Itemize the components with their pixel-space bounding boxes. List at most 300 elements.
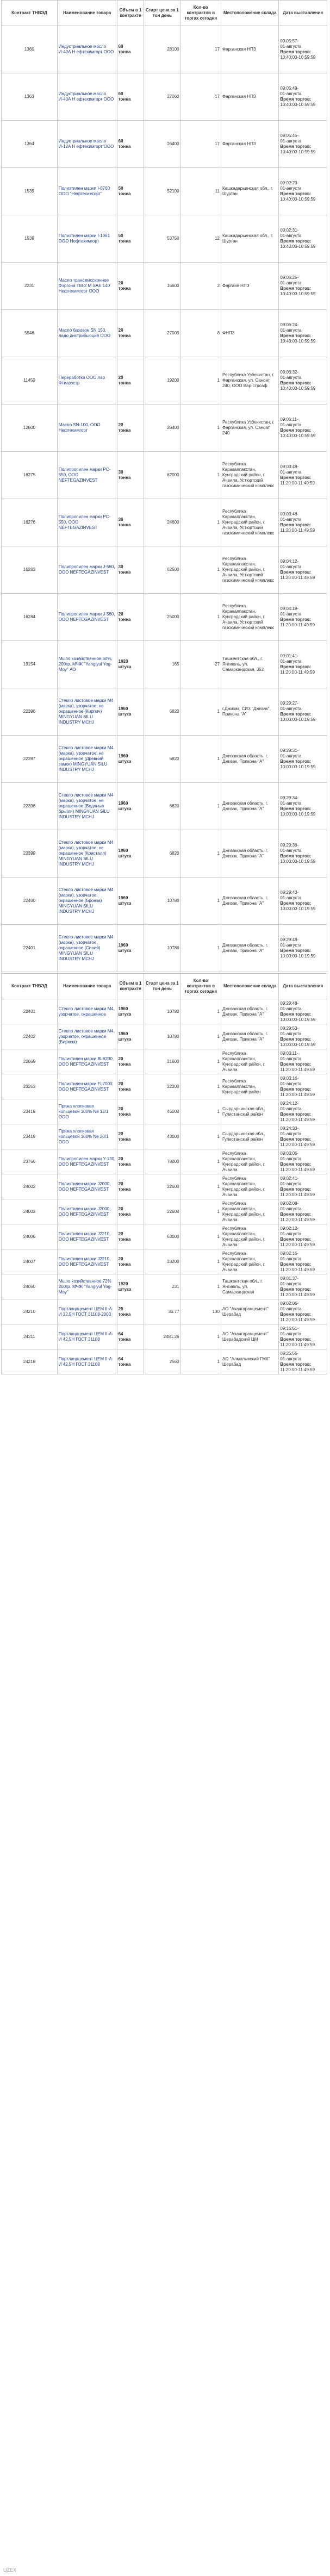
start-price-cell: 36.77 bbox=[144, 1299, 180, 1324]
warehouse-location-cell: Кашкадарьинская обл., г. Шуртан bbox=[221, 168, 279, 215]
volume-unit: тонна bbox=[118, 1161, 131, 1167]
contract-count-cell: 1 bbox=[180, 1099, 221, 1124]
listing-day: 01-августа bbox=[280, 659, 302, 664]
start-price-cell: 22600 bbox=[144, 1199, 180, 1224]
volume-cell bbox=[117, 1324, 144, 1349]
contract-count-cell: 1 bbox=[180, 1324, 221, 1349]
volume-cell bbox=[117, 1124, 144, 1149]
volume-cell bbox=[117, 546, 144, 594]
listing-time: 09:06:24- bbox=[280, 322, 299, 327]
listing-time: 09:03:48- bbox=[280, 512, 299, 517]
table-row bbox=[2, 1299, 327, 1324]
start-price-cell: 10780 bbox=[144, 878, 180, 925]
volume-value: 20 bbox=[118, 1206, 123, 1211]
volume-value: 1960 bbox=[118, 754, 128, 758]
volume-value: 25 bbox=[118, 1306, 123, 1311]
listing-day: 01-августа bbox=[280, 943, 302, 948]
start-price-cell: 6820 bbox=[144, 783, 180, 830]
product-name-cell[interactable]: Полипропилен марки J-560, ООО NEFTEGAZINVEST bbox=[57, 594, 117, 641]
volume-cell bbox=[117, 452, 144, 499]
listing-date-cell bbox=[279, 357, 327, 405]
trading-time-range: 10:00:00-10:19:59 bbox=[280, 717, 316, 722]
product-name-cell[interactable]: Стекло листовое марки М4 (марка), узорчатое, не окрашенное (Водяные брызги) MINGYUAN SILU INDUSTRY MCHJ bbox=[57, 783, 117, 830]
product-name-cell[interactable]: Масло базовое SN 150, ладо дистрибьюция ООО bbox=[57, 310, 117, 357]
start-price-cell: 27000 bbox=[144, 310, 180, 357]
listing-day: 01-августа bbox=[280, 375, 302, 380]
volume-unit: тонна bbox=[118, 1186, 131, 1192]
contract-count-cell: 17 bbox=[180, 121, 221, 168]
product-name-cell[interactable]: Портландцемент ЦЕМ II-А-И 42,5Н ГОСТ 31108 bbox=[57, 1349, 117, 1374]
volume-cell bbox=[117, 688, 144, 736]
contract-count-cell: 1 bbox=[180, 1074, 221, 1099]
contract-count-cell: 17 bbox=[180, 26, 221, 73]
contract-count-cell: 1 bbox=[180, 1274, 221, 1299]
volume-value: 1960 bbox=[118, 848, 128, 853]
product-name-cell[interactable]: Мыло хозяйственное 72% 200гр. МЧЖ "Yangiyul Yog-Moy" bbox=[57, 1274, 117, 1299]
volume-unit: штука bbox=[118, 664, 132, 669]
start-price-cell: 46000 bbox=[144, 1099, 180, 1124]
volume-value: 30 bbox=[118, 517, 123, 522]
listing-time: 09:03:48- bbox=[280, 464, 299, 469]
trading-time-range: 10:00:00-10:19:59 bbox=[280, 764, 316, 769]
trading-time-label: Время торгов: bbox=[280, 428, 312, 433]
listing-time: 09:04:19- bbox=[280, 606, 299, 611]
start-price-cell: 231 bbox=[144, 1274, 180, 1299]
volume-value: 1960 bbox=[118, 1031, 128, 1036]
table-row bbox=[2, 1249, 327, 1274]
table-row bbox=[2, 1099, 327, 1124]
product-name-cell[interactable]: Полипропилен марки PC-550, ООО NEFTEGAZINVEST bbox=[57, 499, 117, 546]
column-header-contract: Контракт ТНВЭД bbox=[2, 1, 58, 26]
listing-time: 09:06:32- bbox=[280, 370, 299, 375]
listing-date-cell bbox=[279, 1099, 327, 1124]
volume-value: 1920 bbox=[118, 659, 128, 664]
listing-date-cell bbox=[279, 1349, 327, 1374]
volume-unit: тонна bbox=[118, 333, 131, 338]
product-name-cell[interactable]: Стекло листовое марки М4, узорчатое, окрашенное bbox=[57, 999, 117, 1024]
volume-cell bbox=[117, 263, 144, 310]
warehouse-location-cell: Джизакская область, г. Джизак, Прикона "А" bbox=[221, 878, 279, 925]
volume-unit: тонна bbox=[118, 97, 131, 102]
volume-cell bbox=[117, 736, 144, 783]
volume-value: 30 bbox=[118, 470, 123, 475]
product-name-cell[interactable]: Полиэтилен марки I-0760 ООО "Нефтехимгорт" bbox=[57, 168, 117, 215]
listing-day: 01-августа bbox=[280, 848, 302, 853]
product-name-cell[interactable]: Стекло листовое марки М4 (марка), узорчатое, не окрашенное (Кирпич) MINGYUAN SILU INDUSTRY MCHJ bbox=[57, 688, 117, 736]
product-name-cell[interactable]: Полипропилен марки PC-550, ООО NEFTEGAZINVEST bbox=[57, 452, 117, 499]
contract-cell: 1363 bbox=[2, 73, 58, 121]
product-name-cell[interactable]: Полиэтилен марки BL6200, ООО NEFTEGAZINVEST bbox=[57, 1049, 117, 1074]
contract-cell: 16284 bbox=[2, 594, 58, 641]
volume-cell bbox=[117, 310, 144, 357]
table-row bbox=[2, 452, 327, 499]
volume-value: 60 bbox=[118, 91, 123, 96]
trading-time-label: Время торгов: bbox=[280, 664, 312, 669]
trading-time-range: 11:20:00-11:49:59 bbox=[280, 1292, 315, 1297]
listing-time: 09:29:48- bbox=[280, 1000, 299, 1006]
warehouse-location-cell: Сырдарьинская обл., Гулистанский район bbox=[221, 1124, 279, 1149]
trading-time-label: Время торгов: bbox=[280, 97, 312, 102]
volume-unit: тонна bbox=[118, 191, 131, 196]
volume-cell bbox=[117, 594, 144, 641]
table-row bbox=[2, 1074, 327, 1099]
header-row bbox=[2, 1, 327, 26]
contract-cell: 16283 bbox=[2, 546, 58, 594]
volume-cell bbox=[117, 405, 144, 452]
product-name-cell[interactable]: Портландцемент ЦЕМ II-А-И 32,5Н ГОСТ 31108-2003 bbox=[57, 1299, 117, 1324]
table-row bbox=[2, 26, 327, 73]
trading-time-range: 11:20:00-11:49:59 bbox=[280, 1317, 315, 1322]
product-name-cell[interactable]: Масло трансмиссионное Фэргона ТМ-2 М SAE 140 Нефтехимгорт ООО bbox=[57, 263, 117, 310]
column-header-count: Кол-во контрактов в торгах сегодня bbox=[180, 974, 221, 999]
start-price-cell: 62000 bbox=[144, 452, 180, 499]
product-name-cell[interactable]: Полиэтилен марки J2000, ООО NEFTEGAZINVEST bbox=[57, 1199, 117, 1224]
table-row bbox=[2, 546, 327, 594]
start-price-cell: 24600 bbox=[144, 499, 180, 546]
column-header-price: Старт цена за 1 тон день bbox=[144, 1, 180, 26]
start-price-cell: 19200 bbox=[144, 357, 180, 405]
contract-count-cell: 12 bbox=[180, 215, 221, 263]
volume-cell bbox=[117, 925, 144, 972]
listing-day: 01-августа bbox=[280, 281, 302, 285]
listing-day: 01-августа bbox=[280, 1181, 302, 1186]
volume-cell bbox=[117, 215, 144, 263]
volume-value: 1960 bbox=[118, 706, 128, 711]
volume-cell bbox=[117, 26, 144, 73]
volume-value: 1960 bbox=[118, 895, 128, 900]
table-row bbox=[2, 999, 327, 1024]
trading-time-range: 11:20:00-11:49:59 bbox=[280, 1367, 315, 1372]
product-name-cell[interactable]: Полипропилен марки J-560, ООО NEFTEGAZINVEST bbox=[57, 546, 117, 594]
table-row bbox=[2, 215, 327, 263]
product-name-cell[interactable]: Полиэтилен марки J2000, ООО NEFTEGAZINVEST bbox=[57, 1174, 117, 1199]
table-row bbox=[2, 925, 327, 972]
trading-time-range: 11:20:00-11:49:59 bbox=[280, 575, 315, 580]
product-name-cell[interactable]: Портландцемент ЦЕМ II-А-И 42,5Н ГОСТ 31108 bbox=[57, 1324, 117, 1349]
table-row bbox=[2, 310, 327, 357]
volume-value: 20 bbox=[118, 1231, 123, 1236]
warehouse-location-cell: Сырдарьинская обл., Гулистанский район bbox=[221, 1099, 279, 1124]
volume-unit: тонна bbox=[118, 49, 131, 54]
trading-time-label: Время торгов: bbox=[280, 522, 312, 527]
table-row bbox=[2, 499, 327, 546]
start-price-cell: 25000 bbox=[144, 594, 180, 641]
volume-unit: штука bbox=[118, 854, 132, 858]
table-row bbox=[2, 1149, 327, 1174]
warehouse-location-cell: Джизакская область, г. Джизак, Прикона "А" bbox=[221, 925, 279, 972]
warehouse-location-cell: Республика Каракалпакстан, Кунградский район bbox=[221, 1074, 279, 1099]
listing-time: 09:01:37- bbox=[280, 1275, 299, 1281]
volume-cell bbox=[117, 1349, 144, 1374]
trading-time-range: 10:00:00-10:19:59 bbox=[280, 1017, 316, 1022]
listing-date-cell bbox=[279, 999, 327, 1024]
product-name-cell[interactable]: Индустриальное масло И-40А Н ефтехимгорт ООО bbox=[57, 26, 117, 73]
warehouse-location-cell: г.Джизак, СИЗ "Джизак", Прикона "А" bbox=[221, 688, 279, 736]
trading-time-label: Время торгов: bbox=[280, 1311, 312, 1317]
volume-unit: тонна bbox=[118, 1211, 131, 1217]
listing-day: 01-августа bbox=[280, 1231, 302, 1236]
table-row bbox=[2, 1349, 327, 1374]
start-price-cell: 62500 bbox=[144, 546, 180, 594]
start-price-cell: 22200 bbox=[144, 1074, 180, 1099]
volume-cell bbox=[117, 1099, 144, 1124]
listing-day: 01-августа bbox=[280, 422, 302, 427]
product-name-cell[interactable]: Полиэтилен марки J2210, ООО NEFTEGAZINVEST bbox=[57, 1249, 117, 1274]
trading-time-range: 11:20:00-11:49:59 bbox=[280, 1092, 315, 1097]
contract-cell: 24060 bbox=[2, 1274, 58, 1299]
listing-day: 01-августа bbox=[280, 801, 302, 806]
warehouse-location-cell: Республика Узбекистан, г. Фарганская, ул. Саноат 240 bbox=[221, 405, 279, 452]
contract-cell: 22399 bbox=[2, 830, 58, 878]
contract-count-cell: 1 bbox=[180, 405, 221, 452]
trading-time-label: Время торгов: bbox=[280, 144, 312, 149]
product-name-cell[interactable]: Полиэтилен марки FL7000, ООО NEFTEGAZINVEST bbox=[57, 1074, 117, 1099]
volume-unit: тонна bbox=[118, 570, 131, 575]
listing-date-cell bbox=[279, 1124, 327, 1149]
trading-time-label: Время торгов: bbox=[280, 712, 312, 717]
warehouse-location-cell: АО "Алмалыкский ГМК" Шерабад bbox=[221, 1349, 279, 1374]
table-row bbox=[2, 121, 327, 168]
trading-time-range: 11:20:00-11:49:59 bbox=[280, 1217, 315, 1222]
contract-count-cell: 1 bbox=[180, 830, 221, 878]
contract-cell: 22400 bbox=[2, 878, 58, 925]
product-name-cell[interactable]: Индустриальное масло И-40А Н ефтехимгорт ООО bbox=[57, 73, 117, 121]
contract-cell: 24002 bbox=[2, 1174, 58, 1199]
volume-unit: тонна bbox=[118, 1236, 131, 1242]
volume-cell bbox=[117, 830, 144, 878]
warehouse-location-cell: Республика Каракалпакстан, Кунградский район, г. Ачаила bbox=[221, 1249, 279, 1274]
trading-time-label: Время торгов: bbox=[280, 901, 312, 906]
volume-value: 60 bbox=[118, 139, 123, 144]
product-name-cell[interactable]: Полиэтилен марки J2210, ООО NEFTEGAZINVEST bbox=[57, 1224, 117, 1249]
listing-day: 01-августа bbox=[280, 1256, 302, 1261]
contract-cell: 2231 bbox=[2, 263, 58, 310]
contract-cell: 23263 bbox=[2, 1074, 58, 1099]
trading-time-label: Время торгов: bbox=[280, 1211, 312, 1217]
contract-count-cell: 1 bbox=[180, 783, 221, 830]
trading-time-label: Время торгов: bbox=[280, 239, 312, 244]
volume-unit: штука bbox=[118, 901, 132, 906]
trading-time-label: Время торгов: bbox=[280, 570, 312, 575]
listing-time: 09:04:12- bbox=[280, 559, 299, 564]
volume-value: 20 bbox=[118, 281, 123, 285]
warehouse-location-cell: АО "Ахангаранцемент" Шерабад bbox=[221, 1299, 279, 1324]
contract-cell: 16276 bbox=[2, 499, 58, 546]
listing-day: 01-августа bbox=[280, 1281, 302, 1286]
trading-time-range: 11:20:00-11:49:59 bbox=[280, 1267, 315, 1272]
trading-time-label: Время торгов: bbox=[280, 1136, 312, 1142]
volume-value: 1960 bbox=[118, 1006, 128, 1011]
contract-cell: 24006 bbox=[2, 1224, 58, 1249]
column-header-count: Кол-во контрактов в торгах сегодня bbox=[180, 1, 221, 26]
volume-value: 20 bbox=[118, 422, 123, 427]
listing-time: 09:16:51- bbox=[280, 1326, 299, 1331]
listing-time: 09:03:16- bbox=[280, 1075, 299, 1081]
volume-unit: тонна bbox=[118, 1111, 131, 1117]
volume-cell bbox=[117, 1224, 144, 1249]
volume-unit: тонна bbox=[118, 1336, 131, 1342]
product-name-cell[interactable]: Пряжа хлопковая кольцевой 100% Ne 20/1 ООО bbox=[57, 1124, 117, 1149]
start-price-cell: 26400 bbox=[144, 405, 180, 452]
listing-time: 09:02:08- bbox=[280, 1200, 299, 1206]
start-price-cell: 28100 bbox=[144, 26, 180, 73]
contract-cell: 1364 bbox=[2, 121, 58, 168]
contract-cell: 1360 bbox=[2, 26, 58, 73]
listing-time: 09:03:11- bbox=[280, 1050, 298, 1056]
listing-day: 01-августа bbox=[280, 186, 302, 191]
contract-cell: 24210 bbox=[2, 1299, 58, 1324]
contract-cell: 22401 bbox=[2, 999, 58, 1024]
volume-value: 20 bbox=[118, 1256, 123, 1261]
volume-unit: тонна bbox=[118, 475, 131, 480]
volume-unit: тонна bbox=[118, 1136, 131, 1142]
listing-time: 09:02:31- bbox=[280, 228, 299, 233]
start-price-cell: 10780 bbox=[144, 999, 180, 1024]
table-row bbox=[2, 878, 327, 925]
contract-cell: 22669 bbox=[2, 1049, 58, 1074]
volume-cell bbox=[117, 357, 144, 405]
table-row bbox=[2, 73, 327, 121]
product-name-cell[interactable]: Стекло листовое марки М4 (марка), узорчатое, не окрашенное (Кристалл) MINGYUAN SILU INDUSTRY MCHJ bbox=[57, 830, 117, 878]
warehouse-location-cell: Республика Каракалпакстан, Кунградский район, г. Ачаила, Устюртский газохимический комплекс bbox=[221, 499, 279, 546]
volume-value: 60 bbox=[118, 44, 123, 49]
listing-day: 01-августа bbox=[280, 1031, 302, 1036]
trading-time-label: Время торгов: bbox=[280, 1011, 312, 1017]
listing-day: 01-августа bbox=[280, 895, 302, 900]
product-name-cell[interactable]: Полиэтилен марки I-1061 ООО Нефтехимгорт bbox=[57, 215, 117, 263]
warehouse-location-cell: АО "Ахангаранцемент" Шерабадский ЦМ bbox=[221, 1324, 279, 1349]
listing-time: 09:02:23- bbox=[280, 181, 299, 185]
listing-time: 09:05:49- bbox=[280, 86, 299, 91]
start-price-cell: 52100 bbox=[144, 168, 180, 215]
table-row bbox=[2, 1324, 327, 1349]
trading-time-label: Время торгов: bbox=[280, 49, 312, 54]
start-price-cell: 43000 bbox=[144, 1124, 180, 1149]
product-name-cell[interactable]: Масло SN-100, ООО Нефтехимгорт bbox=[57, 405, 117, 452]
table-row bbox=[2, 1124, 327, 1149]
warehouse-location-cell: Республика Каракалпакстан, Кунградский район, г. Ачаила, Устюртский газохимический комплекс bbox=[221, 452, 279, 499]
listing-time: 09:29:53- bbox=[280, 1025, 299, 1031]
product-name-cell[interactable]: Мыло хозяйственное 60%, 200гр. МЧЖ "Yangiyul Yog-Moy" АО bbox=[57, 641, 117, 688]
volume-cell bbox=[117, 1249, 144, 1274]
listing-table bbox=[1, 0, 327, 972]
trading-time-range: 11:20:00-11:49:59 bbox=[280, 1192, 315, 1197]
table-row bbox=[2, 1174, 327, 1199]
column-header-price: Старт цена за 1 тон день bbox=[144, 974, 180, 999]
table-row bbox=[2, 641, 327, 688]
table-row bbox=[2, 168, 327, 215]
listing-date-cell bbox=[279, 1324, 327, 1349]
volume-unit: штука bbox=[118, 759, 132, 764]
trading-time-label: Время торгов: bbox=[280, 854, 312, 858]
volume-value: 30 bbox=[118, 564, 123, 569]
contract-count-cell: 1 bbox=[180, 1049, 221, 1074]
trading-time-range: 11:20:00-11:49:59 bbox=[280, 1142, 315, 1147]
warehouse-location-cell: Кашкадарьинская обл., г. Шуртан bbox=[221, 215, 279, 263]
product-name-cell[interactable]: Стекло листовое марки М4 (марка), узорчатое, окрашенное (Бронза) MINGYUAN SILU INDUSTRY MCHJ bbox=[57, 878, 117, 925]
contract-cell: 5546 bbox=[2, 310, 58, 357]
listing-day: 01-августа bbox=[280, 1356, 302, 1361]
product-name-cell[interactable]: Стекло листовое марки М4 (марка), узорчатое, не окрашенное (Древний замок) MINGYUAN SILU INDUSTRY MCHJ bbox=[57, 736, 117, 783]
trading-time-label: Время торгов: bbox=[280, 1261, 312, 1267]
table-row bbox=[2, 405, 327, 452]
column-header-name: Наименование товара bbox=[57, 1, 117, 26]
trading-time-range: 11:20:00-11:49:59 bbox=[280, 1342, 315, 1347]
listing-time: 09:29:43- bbox=[280, 890, 299, 895]
listing-date-cell bbox=[279, 878, 327, 925]
volume-unit: тонна bbox=[118, 428, 131, 433]
product-name-cell[interactable]: Индустриальное масло И-12А Н ефтехимгорт ООО bbox=[57, 121, 117, 168]
listing-date-cell bbox=[279, 546, 327, 594]
trading-time-range: 11:20:00-11:49:59 bbox=[280, 1117, 315, 1122]
volume-value: 20 bbox=[118, 612, 123, 617]
start-price-cell: 2481.26 bbox=[144, 1324, 180, 1349]
contract-count-cell: 1 bbox=[180, 999, 221, 1024]
product-name-cell[interactable]: Стекло листовое марки М4 (марка), узорчатое, окрашенное (Синий) MINGYUAN SILU INDUSTRY MCHJ bbox=[57, 925, 117, 972]
volume-unit: штука bbox=[118, 1286, 132, 1292]
volume-unit: тонна bbox=[118, 239, 131, 244]
start-price-cell: 6820 bbox=[144, 736, 180, 783]
trading-time-label: Время торгов: bbox=[280, 1061, 312, 1067]
contract-cell: 16275 bbox=[2, 452, 58, 499]
contract-count-cell: 1 bbox=[180, 594, 221, 641]
volume-cell bbox=[117, 499, 144, 546]
volume-unit: тонна bbox=[118, 617, 131, 622]
warehouse-location-cell: Ташкентская обл., г. Янгиюль, ул. Самаркандская, 352 bbox=[221, 641, 279, 688]
listing-day: 01-августа bbox=[280, 328, 302, 333]
volume-unit: тонна bbox=[118, 144, 131, 149]
column-header-place: Местоположение склада bbox=[221, 974, 279, 999]
listing-date-cell bbox=[279, 736, 327, 783]
volume-value: 20 bbox=[118, 1131, 123, 1136]
contract-count-cell: 1 bbox=[180, 357, 221, 405]
contract-count-cell: 1 bbox=[180, 1249, 221, 1274]
warehouse-location-cell: Джизакская область, г. Джизак, Прикона "А" bbox=[221, 999, 279, 1024]
contract-count-cell: 1 bbox=[180, 688, 221, 736]
trading-time-label: Время торгов: bbox=[280, 1286, 312, 1292]
listing-day: 01-августа bbox=[280, 1131, 302, 1136]
contract-count-cell: 1 bbox=[180, 1124, 221, 1149]
start-price-cell: 10780 bbox=[144, 1024, 180, 1049]
table-row bbox=[2, 263, 327, 310]
volume-value: 50 bbox=[118, 233, 123, 238]
listing-date-cell bbox=[279, 1249, 327, 1274]
contract-cell: 24007 bbox=[2, 1249, 58, 1274]
product-name-cell[interactable]: Переработка ООО лар Фтиазостр bbox=[57, 357, 117, 405]
contract-count-cell: 11 bbox=[180, 168, 221, 215]
column-header-volume: Объем в 1 контракте bbox=[117, 1, 144, 26]
table-row bbox=[2, 830, 327, 878]
column-header-name: Наименование товара bbox=[57, 974, 117, 999]
contract-count-cell: 27 bbox=[180, 641, 221, 688]
listing-date-cell bbox=[279, 263, 327, 310]
listing-day: 01-августа bbox=[280, 1331, 302, 1336]
trading-time-label: Время торгов: bbox=[280, 617, 312, 622]
product-name-cell[interactable]: Полипропилен марки Y-130, ООО NEFTEGAZINVEST bbox=[57, 1149, 117, 1174]
listing-day: 01-августа bbox=[280, 233, 302, 238]
trading-time-range: 11:20:00-11:49:59 bbox=[280, 481, 315, 486]
product-name-cell[interactable]: Пряжа хлопковая кольцевой 100% Ne 12/1 ООО bbox=[57, 1099, 117, 1124]
contract-cell: 23419 bbox=[2, 1124, 58, 1149]
column-header-volume: Объем в 1 контракте bbox=[117, 974, 144, 999]
product-name-cell[interactable]: Стекло листовое марки М4, узорчатое, окрашенное (Бирюза) bbox=[57, 1024, 117, 1049]
listing-date-cell bbox=[279, 26, 327, 73]
volume-value: 1920 bbox=[118, 1281, 128, 1286]
warehouse-location-cell: Фарганская НПЗ bbox=[221, 73, 279, 121]
trading-time-label: Время торгов: bbox=[280, 475, 312, 480]
listing-day: 01-августа bbox=[280, 44, 302, 49]
contract-cell: 1535 bbox=[2, 168, 58, 215]
